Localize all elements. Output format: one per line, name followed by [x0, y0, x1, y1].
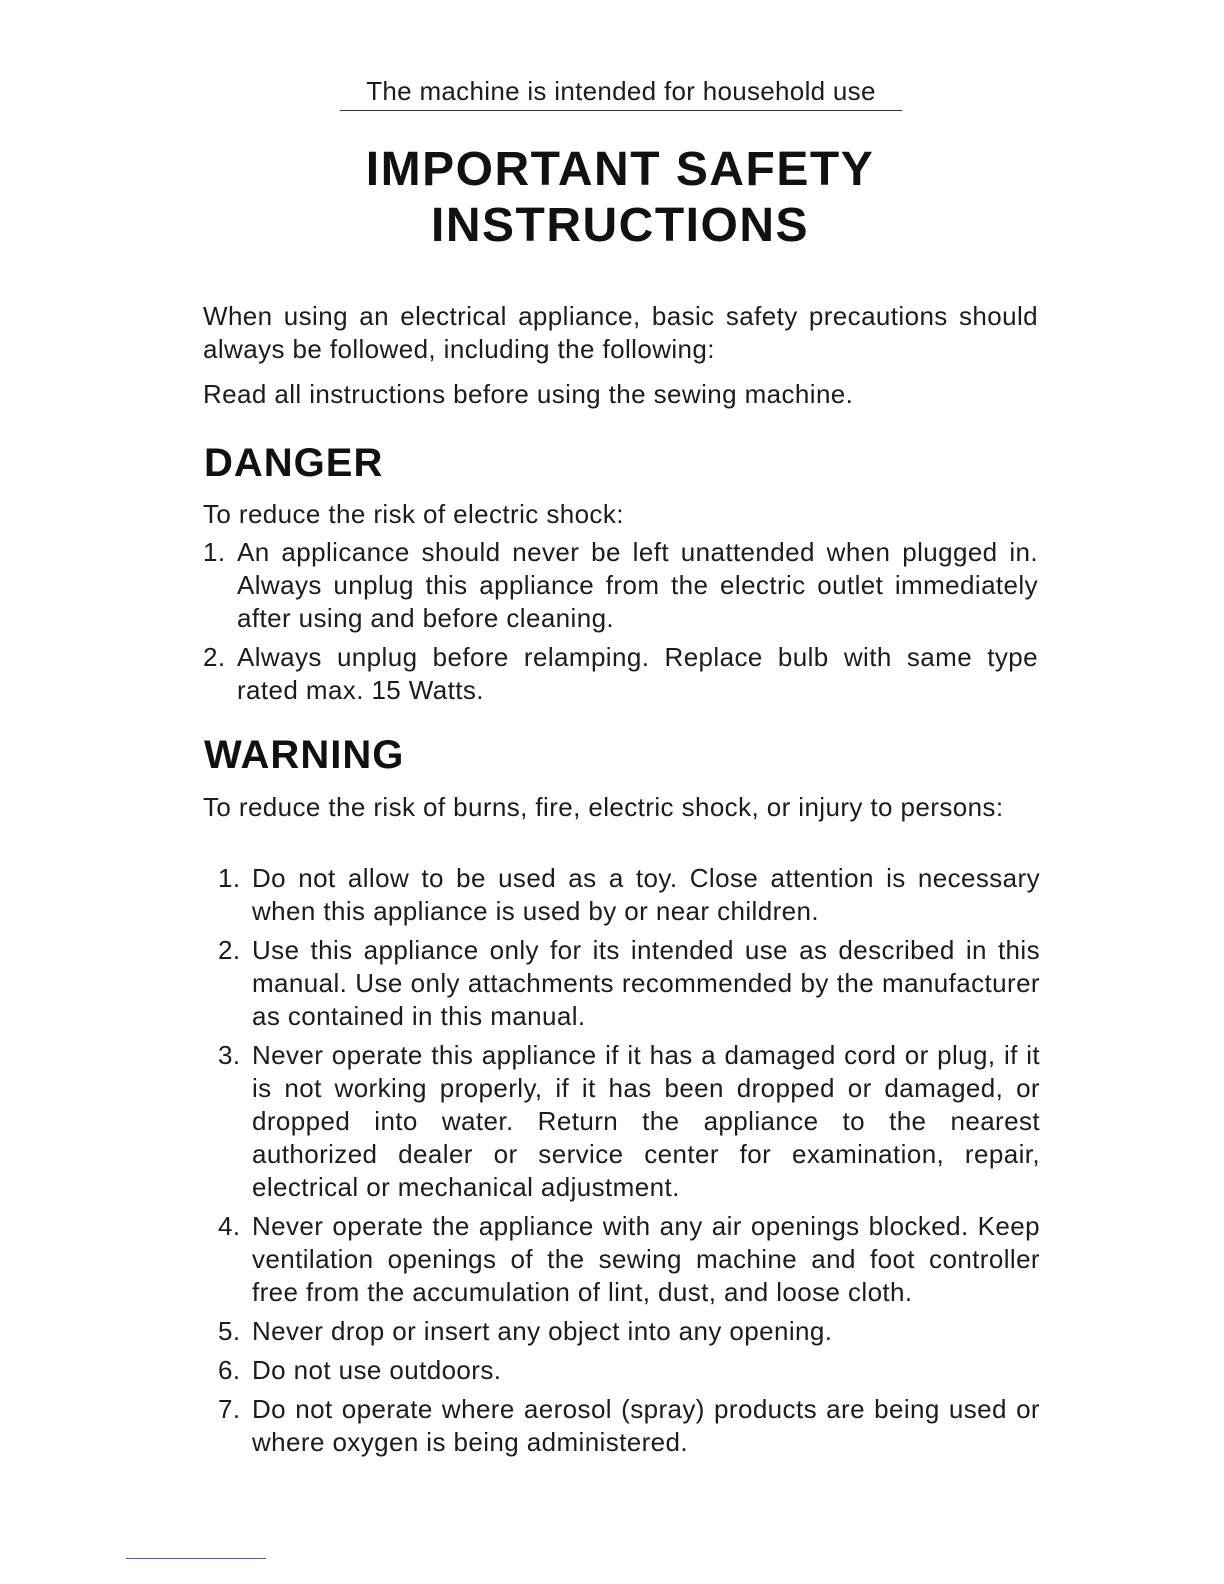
- list-item-number: 2.: [203, 642, 226, 672]
- list-item-number: 5.: [218, 1316, 241, 1346]
- danger-list: [203, 536, 1038, 707]
- list-item-number: 6.: [218, 1355, 241, 1385]
- list-item-text: Do not operate where aerosol (spray) products are being used or where oxygen is being administered.: [252, 1394, 1040, 1457]
- title-line-1: IMPORTANT SAFETY: [365, 143, 875, 196]
- list-item-text: Do not allow to be used as a toy. Close attention is necessary when this appliance is used by or near children.: [252, 863, 1040, 926]
- list-item-text: Never operate the appliance with any air openings blocked. Keep ventilation openings of the sewing machine and foot controller free from the accumulation of lint, dust, and loose cloth.: [252, 1211, 1040, 1307]
- list-item: [218, 1393, 1040, 1459]
- warning-lead: To reduce the risk of burns, fire, electric shock, or injury to persons:: [203, 792, 1004, 822]
- list-item: [203, 536, 1038, 635]
- list-item-number: 2.: [218, 935, 241, 965]
- list-item: [203, 641, 1038, 707]
- danger-heading: DANGER: [204, 441, 384, 485]
- list-item: [218, 1315, 1040, 1348]
- danger-lead: To reduce the risk of electric shock:: [203, 499, 624, 529]
- title-line-2: INSTRUCTIONS: [431, 199, 809, 252]
- list-item: [218, 934, 1040, 1033]
- list-item: [218, 1039, 1040, 1204]
- warning-heading: WARNING: [204, 733, 405, 777]
- warning-list: [218, 862, 1040, 1459]
- list-item-number: 1.: [218, 863, 241, 893]
- list-item-number: 7.: [218, 1394, 241, 1424]
- household-use-note: The machine is intended for household use: [340, 76, 902, 111]
- page-title: [200, 142, 1040, 254]
- list-item-number: 1.: [203, 537, 226, 567]
- list-item: [218, 1210, 1040, 1309]
- intro-paragraph: When using an electrical appliance, basic safety precautions should always be followed, including the following:: [203, 301, 1038, 364]
- list-item: [218, 1354, 1040, 1387]
- list-item-text: Do not use outdoors.: [252, 1355, 502, 1385]
- list-item-text: An applicance should never be left unattended when plugged in. Always unplug this appliance from the electric outlet immediately after using and before cleaning.: [237, 537, 1038, 633]
- read-instructions-paragraph: Read all instructions before using the sewing machine.: [203, 379, 854, 409]
- list-item: [218, 862, 1040, 928]
- list-item-text: Never drop or insert any object into any opening.: [252, 1316, 833, 1346]
- footnote-divider: [126, 1558, 266, 1559]
- list-item-number: 3.: [218, 1040, 241, 1070]
- list-item-text: Always unplug before relamping. Replace bulb with same type rated max. 15 Watts.: [237, 642, 1038, 705]
- list-item-text: Never operate this appliance if it has a damaged cord or plug, if it is not working properly, if it has been dropped or damaged, or dropped into water. Return the appliance to the nearest authorized dealer or service center for examination, repair, electrical or mechanical adjustment.: [252, 1040, 1040, 1202]
- list-item-text: Use this appliance only for its intended use as described in this manual. Use only attachments recommended by the manufacturer as contained in this manual.: [252, 935, 1040, 1031]
- list-item-number: 4.: [218, 1211, 241, 1241]
